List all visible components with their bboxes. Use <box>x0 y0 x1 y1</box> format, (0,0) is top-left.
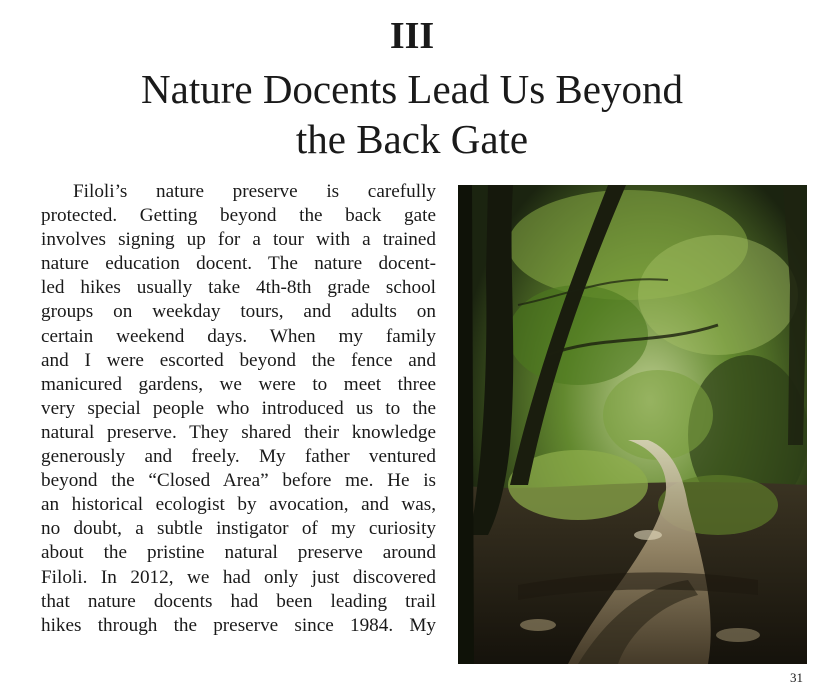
body-line: beyond the “Closed Area” before me. He is <box>41 470 436 492</box>
body-line: an historical ecologist by avocation, and was, <box>41 494 436 516</box>
body-line: about the pristine natural preserve around <box>41 542 436 564</box>
body-line: certain weekend days. When my family <box>41 325 436 347</box>
body-line: nature education docent. The nature docent- <box>41 253 436 275</box>
body-line: Filoli. In 2012, we had only just discovered <box>41 566 436 588</box>
body-line: and I were escorted beyond the fence and <box>41 349 436 371</box>
body-line: groups on weekday tours, and adults on <box>41 301 436 323</box>
body-line: involves signing up for a tour with a trained <box>41 229 436 251</box>
body-line: protected. Getting beyond the back gate <box>41 205 436 227</box>
body-line: very special people who introduced us to the <box>41 397 436 419</box>
chapter-number: III <box>389 15 435 57</box>
body-line: Filoli’s nature preserve is carefully <box>73 181 436 202</box>
body-line: natural preserve. They shared their knowledge <box>41 421 436 443</box>
body-line: that nature docents had been leading trail <box>41 590 436 612</box>
forest-trail-photo <box>458 185 807 664</box>
chapter-title-line-1: Nature Docents Lead Us Beyond <box>141 66 683 112</box>
body-line: generously and freely. My father ventured <box>41 446 436 468</box>
body-line: no doubt, a subtle instigator of my curiosity <box>41 518 436 540</box>
body-line: led hikes usually take 4th-8th grade school <box>41 277 436 299</box>
chapter-title-line-2: the Back Gate <box>295 116 529 162</box>
page-number: 31 <box>790 670 803 685</box>
body-line: manicured gardens, we were to meet three <box>41 373 436 395</box>
chapter-title <box>0 64 823 164</box>
forest-trail-illustration <box>458 185 807 664</box>
body-line: hikes through the preserve since 1984. My <box>41 614 436 636</box>
body-text <box>41 180 436 638</box>
